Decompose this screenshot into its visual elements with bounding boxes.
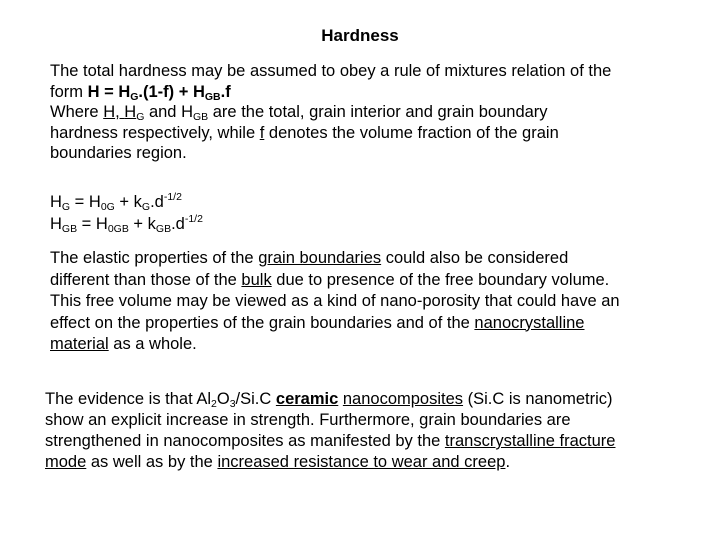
formula-part: H = H [87,82,131,101]
formula-subscript: G [141,201,151,213]
formula-part: + k [114,193,142,211]
formula-superscript: -1/2 [163,191,182,203]
p3-text: /Si.C [235,390,276,408]
formula-subscript: GB [204,90,221,103]
paragraph-evidence [45,389,705,473]
ceramic-link[interactable]: ceramic [275,390,339,408]
bulk-link[interactable]: bulk [241,270,272,289]
chem-subscript: 2 [211,398,217,410]
formula-part: = H [77,215,108,233]
symbol-subscript: G [136,111,145,123]
symbol-subscript: GB [193,111,209,123]
formula-subscript: GB [61,223,78,235]
formula-subscript: GB [155,223,172,235]
material-link[interactable]: material [50,335,109,353]
p2-text: different than those of the [50,270,242,289]
formula-part: .d [171,215,185,233]
formula-subscript: G [130,90,139,103]
p1-line-3 [50,102,680,123]
wear-and-creep-link[interactable]: increased resistance to wear and creep [217,453,506,471]
p1-line-1: The total hardness may be assumed to obey a rule of mixtures relation of the [50,62,612,80]
formula-part: .f [220,82,231,101]
mode-link[interactable]: mode [45,453,87,471]
formula-subscript: 0G [100,201,115,213]
p1-line-2 [50,82,680,103]
symbol-f: f [259,123,265,142]
formula-grain-boundary [50,213,450,235]
nanocomposites-link[interactable]: nanocomposites [342,390,464,408]
nanocrystalline-link[interactable]: nanocrystalline [474,313,585,332]
p3-line-3 [45,431,705,452]
p3-text: . [505,453,511,471]
symbol-text: H [124,103,137,121]
p1-text: hardness respectively, while [50,123,260,142]
formula-superscript: -1/2 [184,213,203,225]
formula-subscript: 0GB [107,223,129,235]
transcrystalline-fracture-link[interactable]: transcrystalline fracture [444,432,616,450]
p1-text: are the total, grain interior and grain boundary [208,103,548,121]
p3-text: O [216,390,230,408]
p1-line-5: boundaries region. [50,144,187,162]
p2-text: due to presence of the free boundary volume. [271,270,610,289]
formula-part: H [50,215,62,233]
p2-text: The elastic properties of the [50,249,259,267]
symbol-h [103,103,144,121]
p1-line-4 [50,123,680,144]
formula-grain-interior [50,191,450,213]
p2-line-2 [50,270,690,292]
formula-part: + k [128,215,156,233]
slide-title: Hardness [321,26,399,45]
p3-line-1 [45,389,705,410]
p1-text: denotes the volume fraction of the grain [264,123,559,142]
p3-text: The evidence is that Al [45,390,212,408]
symbol-text: , [115,103,125,121]
formula-subscript: G [61,201,71,213]
paragraph-rule-of-mixtures [50,61,680,164]
p3-text: strengthened in nanocomposites as manifested by the [45,432,445,450]
symbol-text: H [103,103,116,121]
rule-of-mixtures-formula [88,83,231,101]
p2-line-5 [50,334,690,356]
p3-text: (Si.C is nanometric) [463,390,613,408]
p2-line-1 [50,248,690,270]
p2-line-4 [50,313,690,335]
p3-line-2: show an explicit increase in strength. Furthermore, grain boundaries are [45,411,571,429]
p1-text: Where [50,103,104,121]
p2-text: effect on the properties of the grain boundaries and of the [50,313,475,332]
p1-form-text: form [50,82,88,101]
p2-text: as a whole. [108,335,197,353]
formula-part: .d [150,193,164,211]
formula-part: = H [70,193,101,211]
paragraph-elastic-properties [50,248,690,356]
formula-part: .(1-f) + H [138,82,205,101]
p1-text: and H [144,103,193,121]
formula-part: H [50,193,62,211]
chem-subscript: 3 [229,398,236,410]
p2-line-3: This free volume may be viewed as a kind of nano-porosity that could have an [50,292,620,310]
p2-text: could also be considered [381,249,569,267]
p3-text: as well as by the [86,453,218,471]
hall-petch-formulas [50,191,450,235]
p3-line-4 [45,452,705,473]
grain-boundaries-link[interactable]: grain boundaries [258,249,382,267]
